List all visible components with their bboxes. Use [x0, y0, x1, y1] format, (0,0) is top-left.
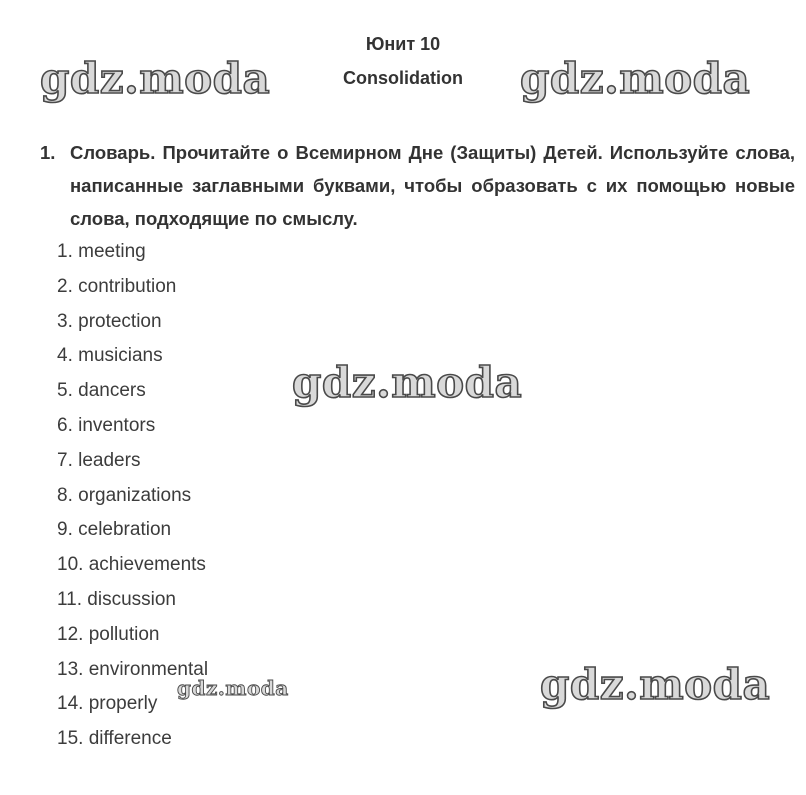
answer-item: 9. celebration: [57, 519, 172, 541]
answer-item: 14. properly: [57, 693, 158, 715]
unit-title: Юнит 10: [365, 34, 441, 54]
answer-item: 12. pollution: [57, 623, 160, 645]
answer-item: 1. meeting: [57, 241, 146, 262]
task-number: 1.: [40, 142, 56, 163]
answer-item: 8. organizations: [57, 484, 192, 506]
watermark: gdz.moda: [40, 54, 271, 103]
answer-item: 5. dancers: [57, 380, 146, 402]
unit-subtitle: Consolidation: [343, 68, 463, 88]
watermark: gdz.moda: [292, 358, 523, 407]
watermark: gdz.moda: [540, 660, 771, 709]
answer-item: 6. inventors: [57, 414, 156, 436]
answer-item: 7. leaders: [57, 449, 141, 471]
watermark: gdz.moda: [177, 676, 289, 700]
answer-item: 4. musicians: [57, 345, 163, 367]
answer-item: 15. difference: [57, 728, 172, 750]
task-instructions: Словарь. Прочитайте о Всемирном Дне (Защиты) Детей. Используйте слова, написанные заглавными буквами, чтобы образовать с их помощью новые слова, подходящие по смыслу.: [70, 142, 795, 229]
watermark: gdz.moda: [520, 54, 751, 103]
answer-item: 2. contribution: [57, 275, 177, 297]
answer-item: 10. achievements: [57, 554, 206, 576]
answer-item: 13. environmental: [57, 658, 209, 680]
answer-item: 3. protection: [57, 310, 162, 332]
answer-item: 11. discussion: [57, 588, 176, 610]
task-block: [40, 136, 795, 235]
